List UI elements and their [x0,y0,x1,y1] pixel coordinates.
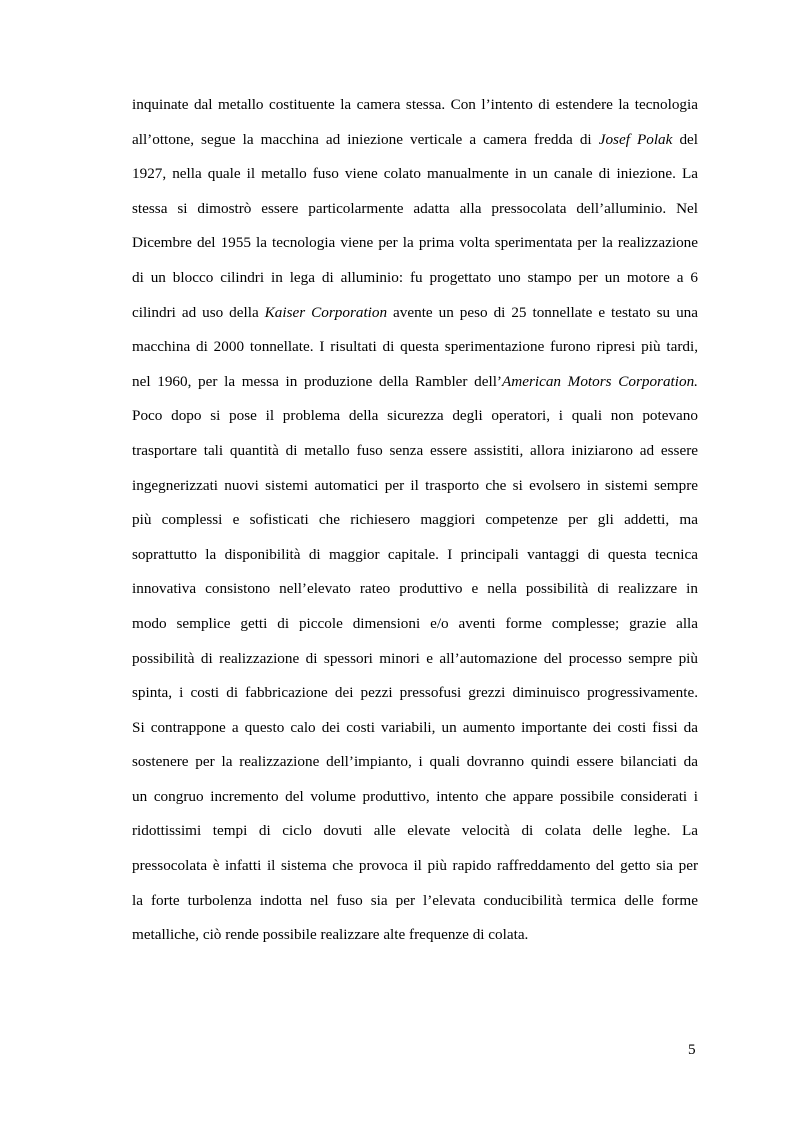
text-span: avente un peso di 25 tonnellate e testato su una [387,303,699,321]
text-span: un congruo incremento del volume produttivo, intento che appare possibile considerati i [132,787,698,805]
text-span: pressocolata è infatti il sistema che provoca il più rapido raffreddamento del getto sia per [132,857,698,875]
text-span: sostenere per la realizzazione dell’impianto, i quali dovranno quindi essere bilanciati da [132,753,698,771]
text-span: ingegnerizzati nuovi sistemi automatici per il trasporto che si evolsero in sistemi sempre [132,476,698,494]
text-span: possibilità di realizzazione di spessori minori e all’automazione del processo sempre più [132,649,698,667]
text-line [132,922,698,957]
text-line [132,888,698,923]
text-line [132,576,698,611]
text-span: del [672,130,698,148]
text-span: inquinate dal metallo costituente la camera stessa. Con l’intento di estendere la tecnologia [132,96,698,113]
text-line [132,749,698,784]
text-span: la forte turbolenza indotta nel fuso sia per l’elevata conducibilità termica delle forme [132,891,698,909]
text-span: metalliche, ciò rende possibile realizzare alte frequenze di colata. [132,926,529,944]
italic-text: American Motors Corporation. [501,372,698,390]
text-line [132,611,698,646]
text-span: di un blocco cilindri in lega di alluminio: fu progettato uno stampo per un motore a 6 [132,268,698,286]
text-line [132,784,698,819]
text-span: spinta, i costi di fabbricazione dei pezzi pressofusi grezzi diminuisco progressivamente. [132,684,698,702]
text-line [132,334,698,369]
text-line [132,507,698,542]
text-line [132,818,698,853]
text-span: soprattutto la disponibilità di maggior capitale. I principali vantaggi di questa tecnica [132,545,698,563]
text-span: più complessi e sofisticati che richiesero maggiori competenze per gli addetti, ma [132,511,698,529]
text-span: modo semplice getti di piccole dimensioni e/o aventi forme complesse; grazie alla [132,614,698,632]
text-span: Dicembre del 1955 la tecnologia viene per la prima volta sperimentata per la realizzazione [132,234,698,252]
text-span: all’ottone, segue la macchina ad iniezione verticale a camera fredda di [132,130,599,148]
text-span: 1927, nella quale il metallo fuso viene colato manualmente in un canale di iniezione. La [132,165,698,183]
text-line [132,230,698,265]
text-line [132,300,698,335]
text-line [132,438,698,473]
text-span: macchina di 2000 tonnellate. I risultati di questa sperimentazione furono ripresi più tardi, [132,338,698,356]
text-span: stessa si dimostrò essere particolarmente adatta alla pressocolata dell’alluminio. Nel [132,199,698,217]
text-line [132,715,698,750]
text-line [132,161,698,196]
text-line [132,196,698,231]
text-span: innovativa consistono nell’elevato rateo produttivo e nella possibilità di realizzare in [132,580,698,598]
text-span: cilindri ad uso della [132,303,265,321]
text-span: ridottissimi tempi di ciclo dovuti alle elevate velocità di colata delle leghe. La [132,822,698,840]
text-line [132,92,698,127]
text-line [132,473,698,508]
text-span: Si contrappone a questo calo dei costi variabili, un aumento importante dei costi fissi da [132,718,698,736]
text-line [132,646,698,681]
text-line [132,369,698,404]
text-span: nel 1960, per la messa in produzione della Rambler dell’ [132,372,502,390]
italic-text: Kaiser Corporation [264,303,388,321]
text-span: trasportare tali quantità di metallo fuso senza essere assistiti, allora iniziarono ad essere [132,441,698,459]
text-span: Poco dopo si pose il problema della sicurezza degli operatori, i quali non potevano [132,407,698,425]
text-line [132,680,698,715]
italic-text: Josef Polak [598,130,673,148]
text-line [132,403,698,438]
text-line [132,853,698,888]
text-line [132,265,698,300]
page-number: 5 [688,1041,696,1058]
body-paragraph [132,92,698,957]
text-line [132,542,698,577]
text-line [132,127,698,162]
